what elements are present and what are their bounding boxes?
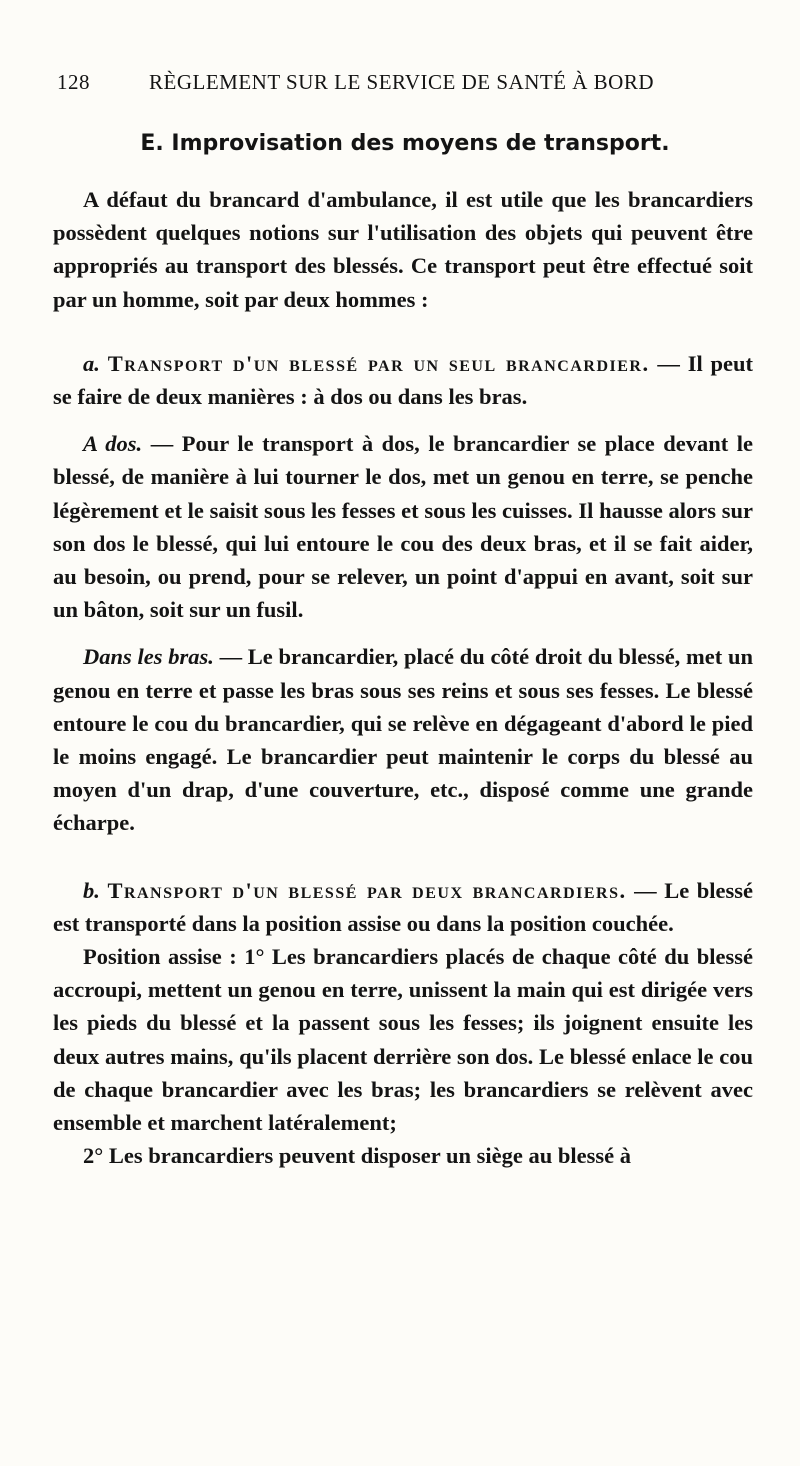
paragraph-a-dos-text: — Pour le transport à dos, le brancardier se place devant le blessé, de manière à lui tourner le dos, met un genou en terre, se penche légèrement et le saisit sous les fesses et sous les cuisses. Il hausse alors sur son dos le blessé, qui lui entoure le cou des deux bras, et il se fait aider, au besoin, ou prend, pour se relever, un point d'appui en avant, soit sur un bâton, soit sur un fusil.	[53, 431, 753, 623]
paragraph-intro: A défaut du brancard d'ambulance, il est utile que les brancardiers possèdent quelques notions sur l'utilisation des objets qui peuvent être appropriés au transport des blessés. Ce transport peut être effectué soit par un homme, soit par deux hommes :	[53, 187, 753, 312]
paragraph-b	[53, 874, 753, 940]
page-header	[57, 70, 677, 106]
paragraph-dans-les-bras-text: — Le brancardier, placé du côté droit du blessé, met un genou en terre et passe les bras sous ses reins et sous ses fesses. Le blessé entoure le cou du brancardier, qui se relève en dégageant d'abord le pied le moins engagé. Le brancardier peut maintenir le corps du blessé au moyen d'un drap, d'une couverture, etc., disposé comme une grande écharpe.	[53, 644, 753, 836]
running-head: RÈGLEMENT SUR LE SERVICE DE SANTÉ À BORD	[149, 70, 655, 94]
list-marker-a: a.	[83, 350, 100, 376]
paragraph-a-text: — Il peut se faire de deux manières : à dos ou dans les bras.	[53, 350, 754, 410]
list-marker-b: b.	[83, 877, 100, 903]
paragraph-second-method: 2° Les brancardiers peuvent disposer un siège au blessé à	[83, 1143, 631, 1169]
paragraph-b-text: — Le blessé est transporté dans la position assise ou dans la position couchée.	[53, 877, 754, 936]
paragraph-a	[53, 347, 753, 413]
page-number: 128	[57, 70, 90, 94]
subsection-heading-a: Transport d'un blessé par un seul brancardier.	[107, 350, 650, 376]
lead-a-dos: A dos.	[83, 431, 143, 457]
lead-dans-les-bras: Dans les bras.	[83, 644, 214, 670]
paragraph-a-dos	[53, 427, 753, 626]
body-text	[53, 183, 753, 1172]
paragraph-dans-les-bras	[53, 640, 753, 839]
section-title: E. Improvisation des moyens de transport.	[140, 131, 670, 156]
paragraph-position-assise: Position assise : 1° Les brancardiers placés de chaque côté du blessé accroupi, mettent un genou en terre, unissent la main qui est dirigée vers les pieds du blessé et la passent sous les fesses; ils joignent ensuite les deux autres mains, qu'ils placent derrière son dos. Le blessé enlace le cou de chaque brancardier avec les bras; les brancardiers se relèvent avec ensemble et marchent latéralement;	[53, 944, 753, 1136]
subsection-heading-b: Transport d'un blessé par deux brancardiers.	[107, 877, 627, 903]
